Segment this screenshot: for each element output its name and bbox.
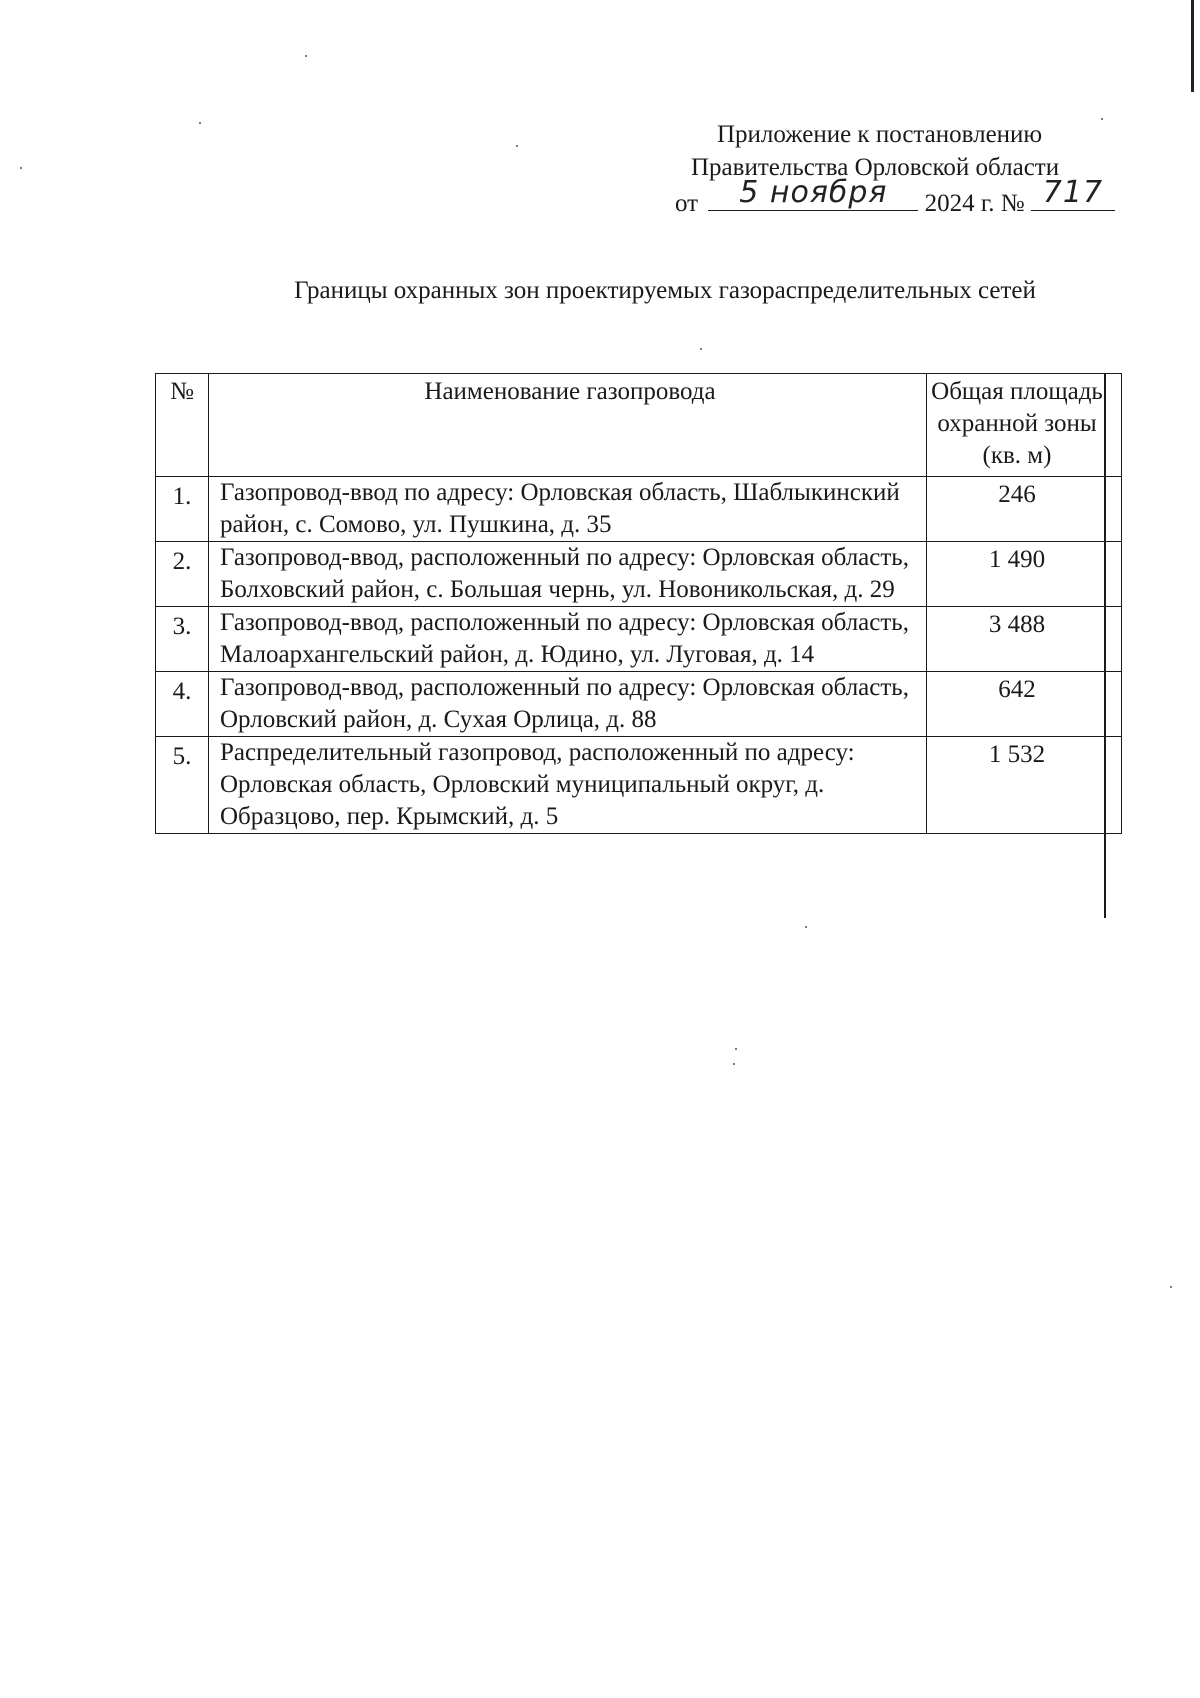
header-area: Общая площадь охранной зоны (кв. м): [927, 374, 1122, 477]
appendix-line: Приложение к постановлению: [717, 121, 1043, 148]
header-name: Наименование газопровода: [209, 374, 927, 477]
document-title: Границы охранных зон проектируемых газораспределительных сетей: [294, 277, 1036, 304]
table-row: [156, 672, 1122, 737]
scan-speck: [20, 167, 22, 169]
date-prefix: от: [675, 190, 699, 217]
row-num: 2.: [156, 542, 209, 607]
scan-speck: [733, 1063, 735, 1065]
handwritten-number: 717: [1042, 175, 1104, 210]
row-num: 4.: [156, 672, 209, 737]
row-area: 1 490: [927, 542, 1122, 607]
row-name: Газопровод-ввод, расположенный по адресу: Орловская область, Болховский район, с. Большая чернь, ул. Новоникольская, д. 29: [209, 542, 927, 607]
table-row: [156, 607, 1122, 672]
scan-speck: [305, 55, 307, 57]
number-blank: [1031, 175, 1115, 211]
protection-zones-table: [155, 373, 1122, 834]
row-name: Газопровод-ввод по адресу: Орловская область, Шаблыкинский район, с. Сомово, ул. Пушкина, д. 35: [209, 477, 927, 542]
scan-speck: [516, 145, 518, 147]
scan-speck: [1101, 118, 1103, 120]
government-line: Правительства Орловской области: [691, 154, 1060, 181]
scan-speck: [735, 1048, 737, 1050]
row-area: 246: [927, 477, 1122, 542]
handwritten-date: 5 ноября: [739, 175, 888, 210]
row-num: 3.: [156, 607, 209, 672]
scan-speck: [805, 926, 807, 928]
row-area: 3 488: [927, 607, 1122, 672]
row-name: Газопровод-ввод, расположенный по адресу: Орловская область, Орловский район, д. Сухая Орлица, д. 88: [209, 672, 927, 737]
row-name: Газопровод-ввод, расположенный по адресу: Орловская область, Малоархангельский район, д. Юдино, ул. Луговая, д. 14: [209, 607, 927, 672]
row-num: 1.: [156, 477, 209, 542]
scan-speck: [1170, 1286, 1172, 1288]
table-row: [156, 737, 1122, 834]
year-number-label: 2024 г. №: [924, 190, 1025, 217]
table-header-row: [156, 374, 1122, 477]
header-num: №: [156, 374, 209, 477]
table-inner-rule: [1104, 373, 1106, 918]
scan-edge-mark: [1191, 0, 1194, 92]
row-name: Распределительный газопровод, расположенный по адресу: Орловская область, Орловский муниципальный округ, д. Образцово, пер. Крымский, д. 5: [209, 737, 927, 834]
row-area: 1 532: [927, 737, 1122, 834]
table-row: [156, 542, 1122, 607]
appendix-header: [675, 118, 1115, 220]
row-area: 642: [927, 672, 1122, 737]
date-number-line: [675, 175, 1115, 220]
date-blank: [708, 175, 918, 211]
scan-speck: [700, 348, 702, 350]
scan-speck: [199, 122, 201, 124]
row-num: 5.: [156, 737, 209, 834]
table-row: [156, 477, 1122, 542]
